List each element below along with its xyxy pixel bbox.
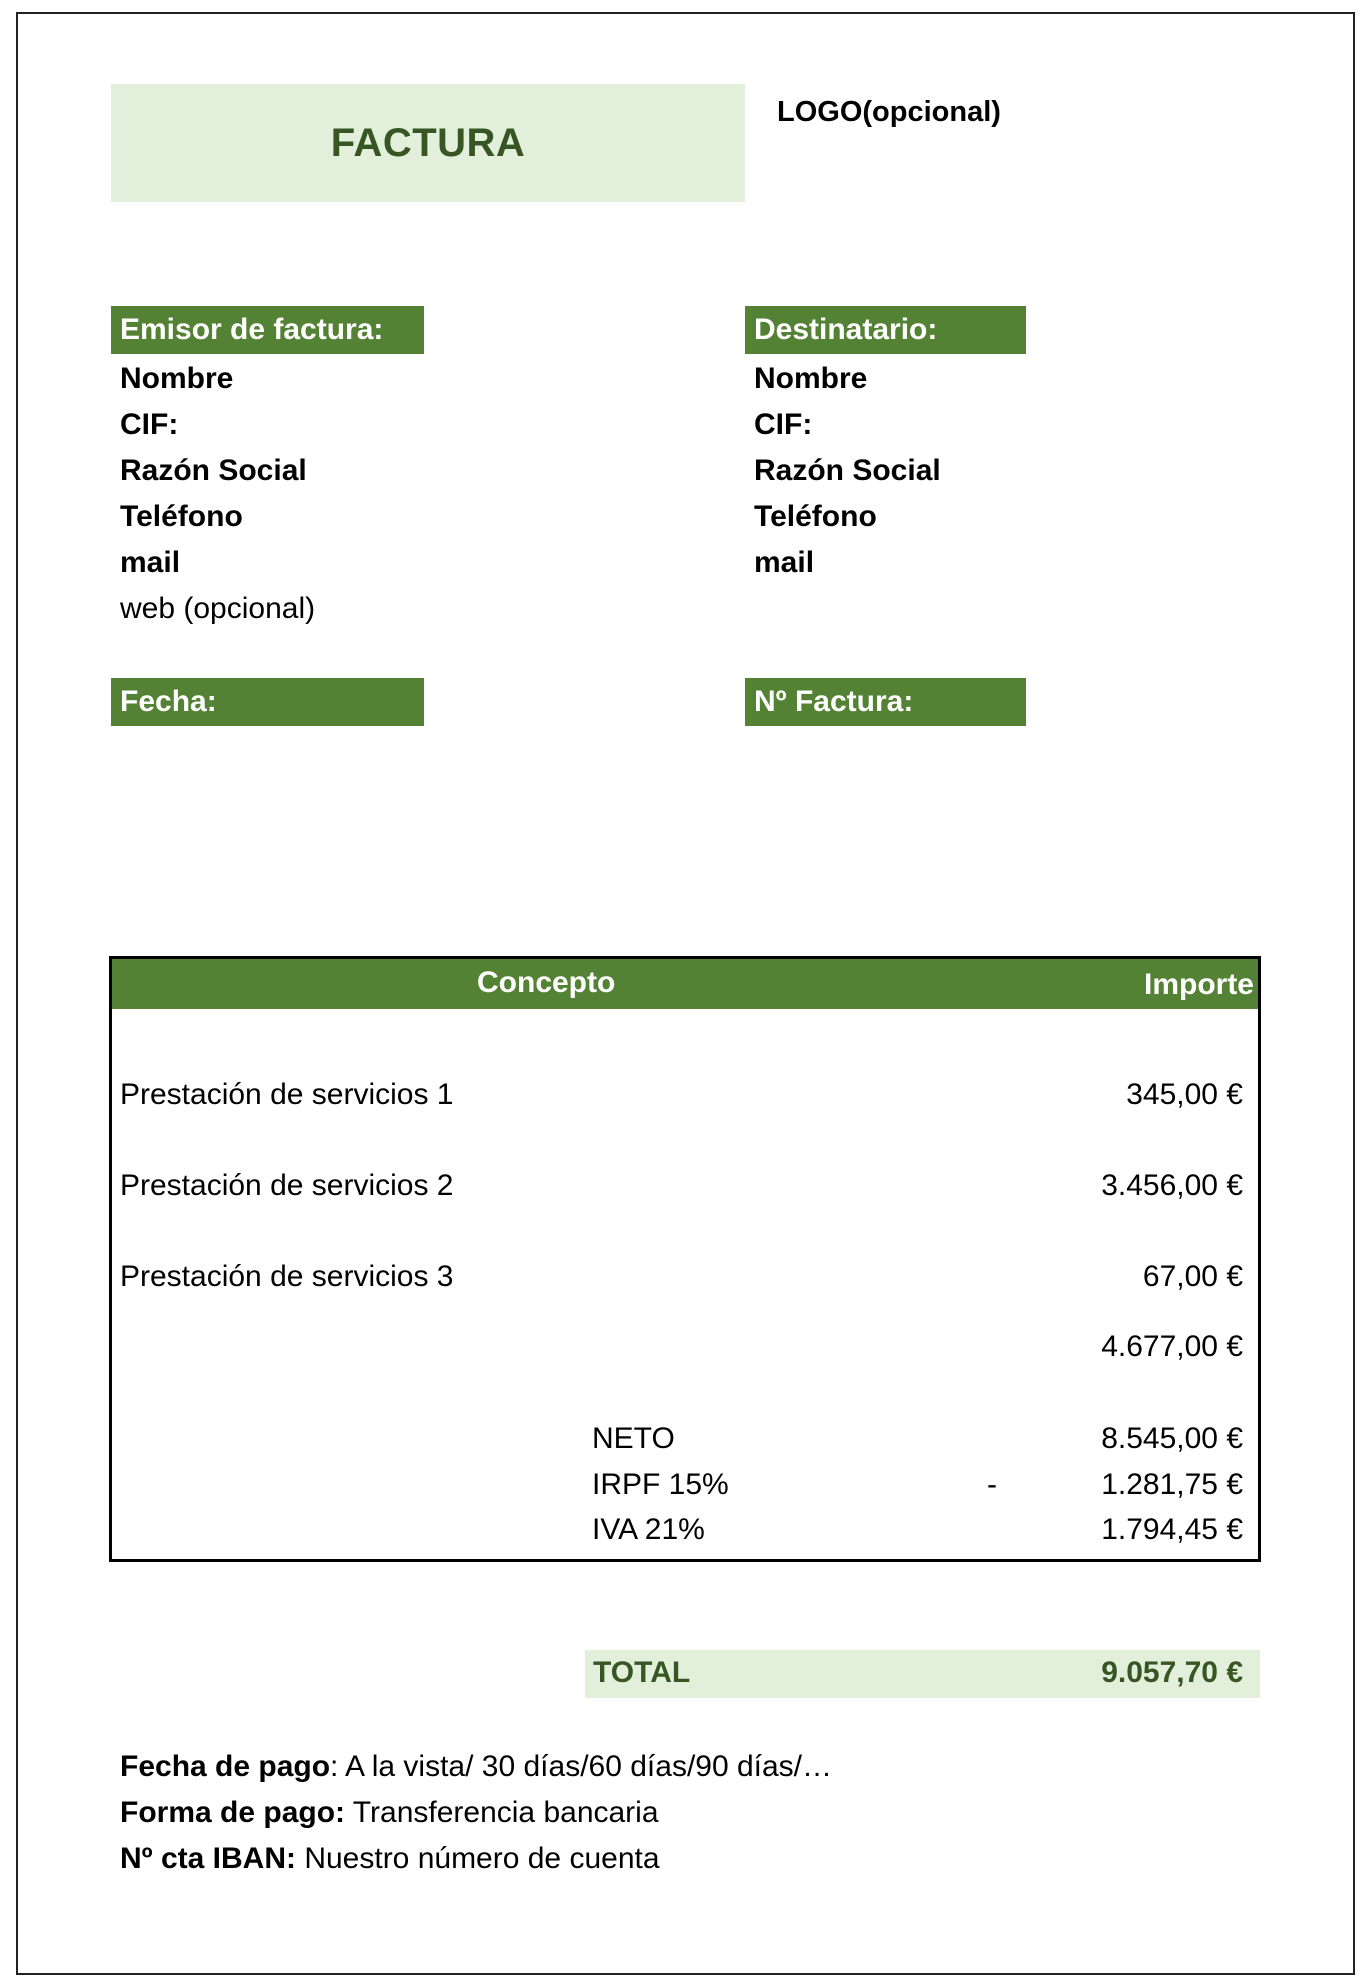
irpf-sign: - [987, 1468, 997, 1501]
item-concept-3: Prestación de servicios 3 [120, 1260, 454, 1293]
amount-header: Importe [1143, 968, 1254, 1001]
invoice-title-box [111, 84, 745, 202]
item-amount-2: 3.456,00 € [1101, 1169, 1243, 1202]
concept-header: Concepto [477, 966, 616, 999]
total-bar [585, 1650, 1260, 1698]
issuer-mail: mail [120, 546, 181, 579]
payment-method-label: Forma de pago: [120, 1796, 346, 1829]
iban-label: Nº cta IBAN: [120, 1842, 296, 1875]
iva-label: IVA 21% [592, 1513, 705, 1546]
total-value: 9.057,70 € [1101, 1656, 1243, 1689]
recipient-phone: Teléfono [754, 500, 877, 533]
recipient-label: Destinatario: [745, 306, 1026, 354]
recipient-cif: CIF: [754, 408, 813, 441]
irpf-value: 1.281,75 € [1101, 1468, 1243, 1501]
recipient-mail: mail [754, 546, 815, 579]
invoice-title: FACTURA [330, 120, 526, 165]
iban-value: Nuestro número de cuenta [295, 1842, 660, 1875]
payment-date-label: Fecha de pago [120, 1750, 331, 1783]
date-label: Fecha: [111, 678, 424, 726]
payment-date-value: : A la vista/ 30 días/60 días/90 días/… [330, 1750, 833, 1783]
issuer-label: Emisor de factura: [111, 306, 424, 354]
issuer-web: web (opcional) [120, 592, 316, 625]
payment-method-line [120, 1796, 659, 1830]
net-label: NETO [592, 1422, 675, 1455]
item-amount-1: 345,00 € [1126, 1078, 1243, 1111]
iban-line [120, 1842, 660, 1876]
iva-value: 1.794,45 € [1101, 1513, 1243, 1546]
payment-method-value: Transferencia bancaria [345, 1796, 659, 1829]
item-concept-1: Prestación de servicios 1 [120, 1078, 454, 1111]
issuer-phone: Teléfono [120, 500, 243, 533]
issuer-cif: CIF: [120, 408, 179, 441]
total-label: TOTAL [593, 1656, 691, 1689]
payment-date-line [120, 1750, 832, 1784]
irpf-label: IRPF 15% [592, 1468, 729, 1501]
item-concept-2: Prestación de servicios 2 [120, 1169, 454, 1202]
items-table-header [112, 959, 1258, 1009]
items-table [109, 956, 1261, 1562]
logo-placeholder: LOGO(opcional) [777, 96, 1001, 128]
item-amount-3: 67,00 € [1142, 1260, 1243, 1293]
invoice-number-label: Nº Factura: [745, 678, 1026, 726]
recipient-name: Nombre [754, 362, 868, 395]
recipient-business-name: Razón Social [754, 454, 941, 487]
net-value: 8.545,00 € [1101, 1422, 1243, 1455]
issuer-name: Nombre [120, 362, 234, 395]
items-subtotal: 4.677,00 € [1101, 1330, 1243, 1363]
issuer-business-name: Razón Social [120, 454, 307, 487]
